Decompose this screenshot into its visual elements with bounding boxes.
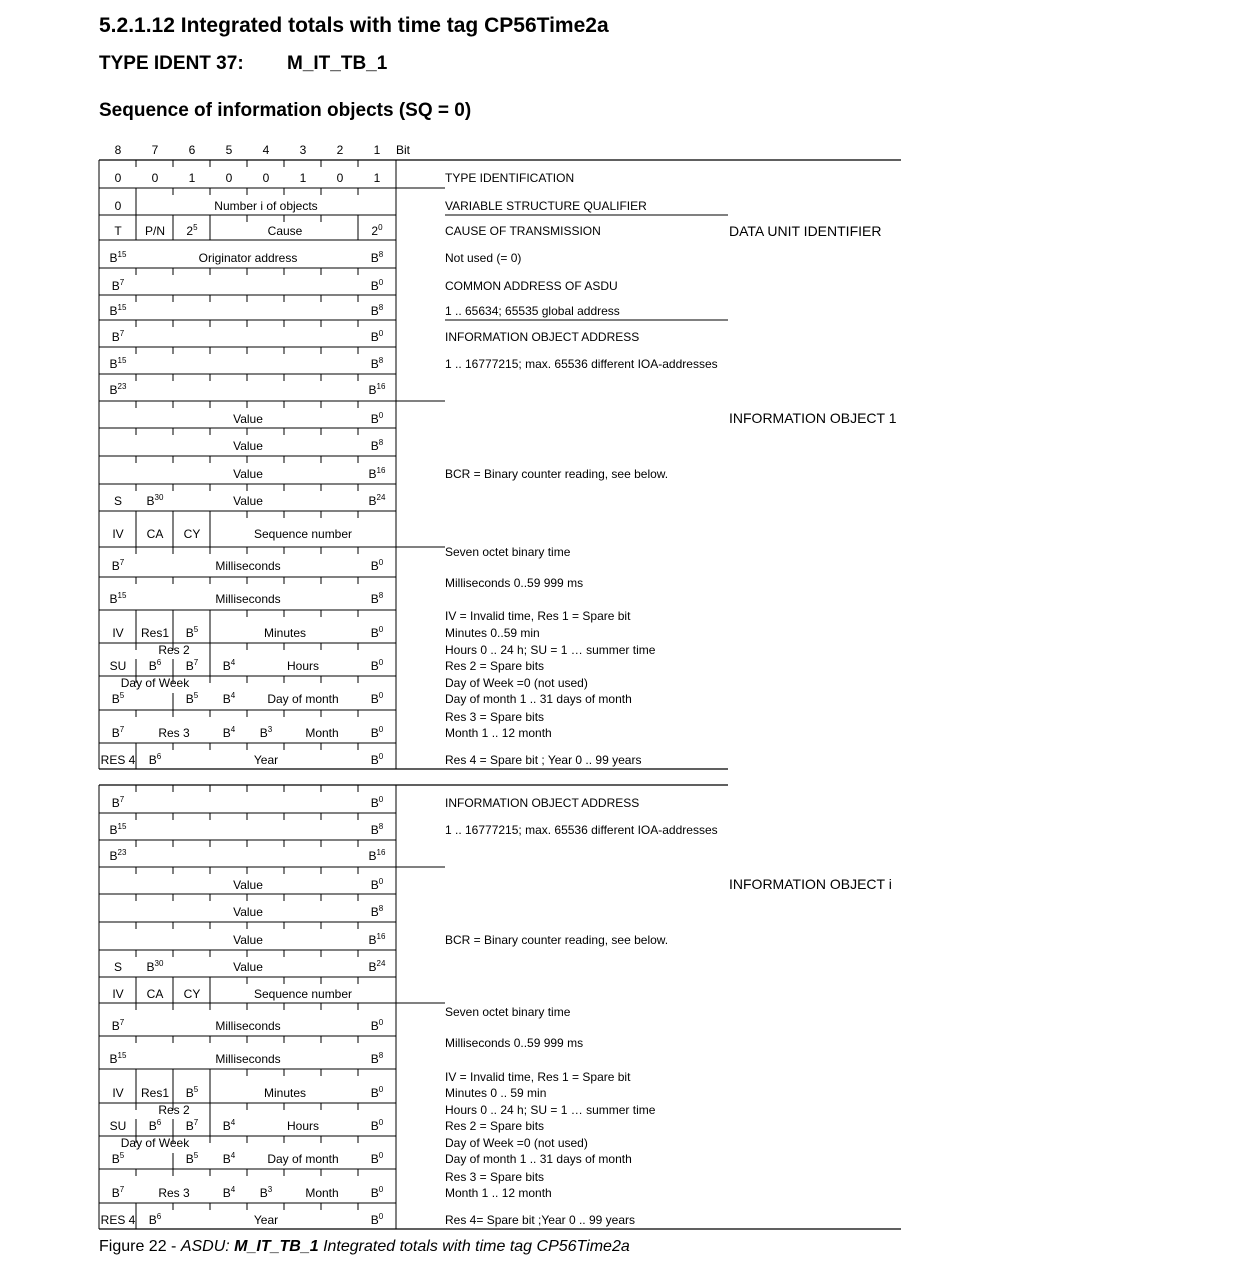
res1-bit: Res1 xyxy=(140,1086,170,1100)
day-of-week: Day of Week xyxy=(120,676,190,690)
sign-bit: S xyxy=(113,960,123,974)
ioa-msb: $B^{15}$ xyxy=(109,822,127,837)
year: Year xyxy=(253,1213,279,1227)
desc-year: Res 4 = Spare bit ; Year 0 .. 99 years xyxy=(445,753,642,767)
common-address-msb: $B^{15}$ xyxy=(109,303,127,318)
ca-flag: CA xyxy=(146,987,164,1001)
hours: Hours xyxy=(286,1119,320,1133)
desc-seven-octet: Seven octet binary time xyxy=(445,1005,571,1019)
hours-b7: $B^7$ xyxy=(185,1118,199,1133)
counter-value: Value xyxy=(233,412,263,426)
ioa-msb: $B^{15}$ xyxy=(109,356,127,371)
vsq-number-of-objects: Number i of objects xyxy=(214,199,318,213)
sequence-number: Sequence number xyxy=(253,527,353,541)
year-lsb: $B^0$ xyxy=(370,1212,384,1227)
res1-bit: Res1 xyxy=(140,626,170,640)
vsq-sq-bit: 0 xyxy=(114,199,122,213)
ioa-lsb: $B^{16}$ xyxy=(368,848,386,863)
ioa-lsb: $B^0$ xyxy=(370,795,384,810)
desc-hours: Hours 0 .. 24 h; SU = 1 … summer time xyxy=(445,643,656,657)
desc-bcr: BCR = Binary counter reading, see below. xyxy=(445,933,669,947)
cot-pn-bit: P/N xyxy=(144,224,166,238)
type-bit: 1 xyxy=(188,171,196,185)
hours-b7: $B^7$ xyxy=(185,658,199,673)
bit-number: 4 xyxy=(262,143,270,157)
common-address-lsb: $B^8$ xyxy=(370,303,384,318)
ioa-lsb: $B^8$ xyxy=(370,822,384,837)
day-of-month: Day of month xyxy=(267,1152,339,1166)
type-ident-value: M_IT_TB_1 xyxy=(287,53,388,74)
type-bit: 0 xyxy=(225,171,233,185)
ioa-msb: $B^{23}$ xyxy=(109,848,127,863)
value-lsb: $B^{16}$ xyxy=(368,932,386,947)
desc-milliseconds: Milliseconds 0..59 999 ms xyxy=(445,1036,584,1050)
bit-number: 3 xyxy=(299,143,307,157)
desc-ioa-range: 1 .. 16777215; max. 65536 different IOA-addresses xyxy=(445,823,718,837)
value-lsb: $B^0$ xyxy=(370,411,384,426)
desc-res3: Res 3 = Spare bits xyxy=(445,1170,545,1184)
sign-bit: S xyxy=(113,494,123,508)
dow-b5: $B^5$ xyxy=(111,1151,125,1166)
desc-day-of-month: Day of month 1 .. 31 days of month xyxy=(445,1152,632,1166)
hours-b6: $B^6$ xyxy=(148,658,162,673)
iv-flag: IV xyxy=(112,626,124,640)
month: Month xyxy=(305,1186,339,1200)
cy-flag: CY xyxy=(183,527,201,541)
dom-b5: $B^5$ xyxy=(185,1151,199,1166)
ioa-msb: $B^7$ xyxy=(111,329,125,344)
desc-ioa-range: 1 .. 16777215; max. 65536 different IOA-addresses xyxy=(445,357,718,371)
ms-msb: $B^{15}$ xyxy=(109,1051,127,1066)
value-lsb: $B^{24}$ xyxy=(368,959,386,974)
bit-number: 8 xyxy=(114,143,122,157)
ioa-msb: $B^{23}$ xyxy=(109,382,127,397)
month-b3: $B^3$ xyxy=(259,1185,273,1200)
year-lsb: $B^0$ xyxy=(370,752,384,767)
ms-msb: $B^7$ xyxy=(111,1018,125,1033)
dow-b5: $B^5$ xyxy=(111,691,125,706)
dom-b4: $B^4$ xyxy=(222,691,236,706)
desc-day-of-week: Day of Week =0 (not used) xyxy=(445,676,588,690)
milliseconds: Milliseconds xyxy=(215,559,281,573)
originator-msb: $B^{15}$ xyxy=(109,250,127,265)
milliseconds: Milliseconds xyxy=(215,592,281,606)
minutes: Minutes xyxy=(263,626,307,640)
value-lsb: $B^8$ xyxy=(370,438,384,453)
ioa-lsb: $B^{16}$ xyxy=(368,382,386,397)
month-lsb: $B^0$ xyxy=(370,1185,384,1200)
iv-flag: IV xyxy=(112,987,124,1001)
ms-lsb: $B^0$ xyxy=(370,558,384,573)
ms-msb: $B^{15}$ xyxy=(109,591,127,606)
month-b3: $B^3$ xyxy=(259,725,273,740)
minutes: Minutes xyxy=(263,1086,307,1100)
originator-address: Originator address xyxy=(198,251,298,265)
hours-b6: $B^6$ xyxy=(148,1118,162,1133)
type-ident-label: TYPE IDENT 37: xyxy=(99,53,244,74)
desc-iv-res1: IV = Invalid time, Res 1 = Spare bit xyxy=(445,609,631,623)
dom-lsb: $B^0$ xyxy=(370,1151,384,1166)
iv-flag: IV xyxy=(112,527,124,541)
month: Month xyxy=(305,726,339,740)
desc-month: Month 1 .. 12 month xyxy=(445,726,552,740)
bit-label: Bit xyxy=(396,143,411,157)
ioa-lsb: $B^8$ xyxy=(370,356,384,371)
desc-common-address: COMMON ADDRESS OF ASDU xyxy=(445,279,618,293)
bit-number: 2 xyxy=(336,143,344,157)
label-data-unit-identifier: DATA UNIT IDENTIFIER xyxy=(729,223,882,239)
res3-bits: Res 3 xyxy=(158,726,190,740)
res2-bits: Res 2 xyxy=(158,643,190,657)
desc-res2: Res 2 = Spare bits xyxy=(445,659,545,673)
counter-value: Value xyxy=(233,878,263,892)
value-b30: $B^{30}$ xyxy=(146,493,164,508)
desc-hours: Hours 0 .. 24 h; SU = 1 … summer time xyxy=(445,1103,656,1117)
res2-bits: Res 2 xyxy=(158,1103,190,1117)
caption-asdu: ASDU: xyxy=(180,1238,235,1255)
label-information-object-i: INFORMATION OBJECT i xyxy=(729,876,892,892)
type-bit: 0 xyxy=(336,171,344,185)
counter-value: Value xyxy=(233,933,263,947)
hours-lsb: $B^0$ xyxy=(370,1118,384,1133)
ms-msb: $B^7$ xyxy=(111,558,125,573)
cy-flag: CY xyxy=(183,987,201,1001)
minutes-b5: $B^5$ xyxy=(185,625,199,640)
value-lsb: $B^{16}$ xyxy=(368,466,386,481)
desc-minutes: Minutes 0 .. 59 min xyxy=(445,1086,547,1100)
sequence-heading: Sequence of information objects (SQ = 0) xyxy=(99,100,472,121)
desc-milliseconds: Milliseconds 0..59 999 ms xyxy=(445,576,584,590)
month-b4: $B^4$ xyxy=(222,725,236,740)
bit-number: 1 xyxy=(373,143,381,157)
type-bit: 0 xyxy=(114,171,122,185)
res3-bits: Res 3 xyxy=(158,1186,190,1200)
bit-number: 6 xyxy=(188,143,196,157)
desc-res3: Res 3 = Spare bits xyxy=(445,710,545,724)
iv-flag: IV xyxy=(112,1086,124,1100)
counter-value: Value xyxy=(233,905,263,919)
value-b30: $B^{30}$ xyxy=(146,959,164,974)
dom-lsb: $B^0$ xyxy=(370,691,384,706)
ms-lsb: $B^0$ xyxy=(370,1018,384,1033)
cot-2-0: $2^0$ xyxy=(371,223,383,238)
desc-not-used: Not used (= 0) xyxy=(445,251,522,265)
day-of-month: Day of month xyxy=(267,692,339,706)
hours: Hours xyxy=(286,659,320,673)
value-lsb: $B^{24}$ xyxy=(368,493,386,508)
su-flag: SU xyxy=(109,659,127,673)
desc-res2: Res 2 = Spare bits xyxy=(445,1119,545,1133)
desc-ioa: INFORMATION OBJECT ADDRESS xyxy=(445,330,640,344)
res4-bit: RES 4 xyxy=(100,1213,136,1227)
caption-prefix: Figure 22 - xyxy=(99,1238,181,1255)
desc-day-of-week: Day of Week =0 (not used) xyxy=(445,1136,588,1150)
minutes-b5: $B^5$ xyxy=(185,1085,199,1100)
year: Year xyxy=(253,753,279,767)
day-of-week: Day of Week xyxy=(120,1136,190,1150)
desc-month: Month 1 .. 12 month xyxy=(445,1186,552,1200)
dom-b5: $B^5$ xyxy=(185,691,199,706)
type-bit: 1 xyxy=(299,171,307,185)
type-bit: 1 xyxy=(373,171,381,185)
hours-b4: $B^4$ xyxy=(222,658,236,673)
year-b6: $B^6$ xyxy=(148,752,162,767)
ioa-msb: $B^7$ xyxy=(111,795,125,810)
hours-b4: $B^4$ xyxy=(222,1118,236,1133)
value-lsb: $B^8$ xyxy=(370,904,384,919)
desc-cot: CAUSE OF TRANSMISSION xyxy=(445,224,601,238)
su-flag: SU xyxy=(109,1119,127,1133)
month-b7: $B^7$ xyxy=(111,725,125,740)
res4-bit: RES 4 xyxy=(100,753,136,767)
bit-number: 7 xyxy=(151,143,159,157)
counter-value: Value xyxy=(233,467,263,481)
desc-iv-res1: IV = Invalid time, Res 1 = Spare bit xyxy=(445,1070,631,1084)
originator-lsb: $B^8$ xyxy=(370,250,384,265)
sequence-number: Sequence number xyxy=(253,987,353,1001)
ms-lsb: $B^8$ xyxy=(370,591,384,606)
year-b6: $B^6$ xyxy=(148,1212,162,1227)
minutes-lsb: $B^0$ xyxy=(370,1085,384,1100)
cot-2-5: $2^5$ xyxy=(186,223,198,238)
ms-lsb: $B^8$ xyxy=(370,1051,384,1066)
counter-value: Value xyxy=(233,439,263,453)
desc-seven-octet: Seven octet binary time xyxy=(445,545,571,559)
bit-number: 5 xyxy=(225,143,233,157)
desc-day-of-month: Day of month 1 .. 31 days of month xyxy=(445,692,632,706)
figure-caption xyxy=(99,1238,630,1256)
value-lsb: $B^0$ xyxy=(370,877,384,892)
counter-value: Value xyxy=(233,494,263,508)
label-information-object-1: INFORMATION OBJECT 1 xyxy=(729,410,897,426)
dom-b4: $B^4$ xyxy=(222,1151,236,1166)
month-b4: $B^4$ xyxy=(222,1185,236,1200)
desc-minutes: Minutes 0..59 min xyxy=(445,626,540,640)
desc-vsq: VARIABLE STRUCTURE QUALIFIER xyxy=(445,199,647,213)
desc-year: Res 4= Spare bit ;Year 0 .. 99 years xyxy=(445,1213,636,1227)
cot-test-bit: T xyxy=(114,224,122,238)
type-bit: 0 xyxy=(262,171,270,185)
cot-cause: Cause xyxy=(267,224,303,238)
desc-type-identification: TYPE IDENTIFICATION xyxy=(445,171,575,185)
type-bit: 0 xyxy=(151,171,159,185)
month-b7: $B^7$ xyxy=(111,1185,125,1200)
common-address-lsb: $B^0$ xyxy=(370,278,384,293)
month-lsb: $B^0$ xyxy=(370,725,384,740)
common-address-msb: $B^7$ xyxy=(111,278,125,293)
hours-lsb: $B^0$ xyxy=(370,658,384,673)
desc-global-address: 1 .. 65634; 65535 global address xyxy=(445,304,620,318)
desc-ioa: INFORMATION OBJECT ADDRESS xyxy=(445,796,640,810)
section-heading: 5.2.1.12 Integrated totals with time tag CP56Time2a xyxy=(99,14,609,37)
ca-flag: CA xyxy=(146,527,164,541)
desc-bcr: BCR = Binary counter reading, see below. xyxy=(445,467,669,481)
ioa-lsb: $B^0$ xyxy=(370,329,384,344)
milliseconds: Milliseconds xyxy=(215,1052,281,1066)
counter-value: Value xyxy=(233,960,263,974)
caption-ident: M_IT_TB_1 xyxy=(234,1238,319,1255)
milliseconds: Milliseconds xyxy=(215,1019,281,1033)
minutes-lsb: $B^0$ xyxy=(370,625,384,640)
caption-rest: Integrated totals with time tag CP56Time2a xyxy=(318,1238,630,1255)
